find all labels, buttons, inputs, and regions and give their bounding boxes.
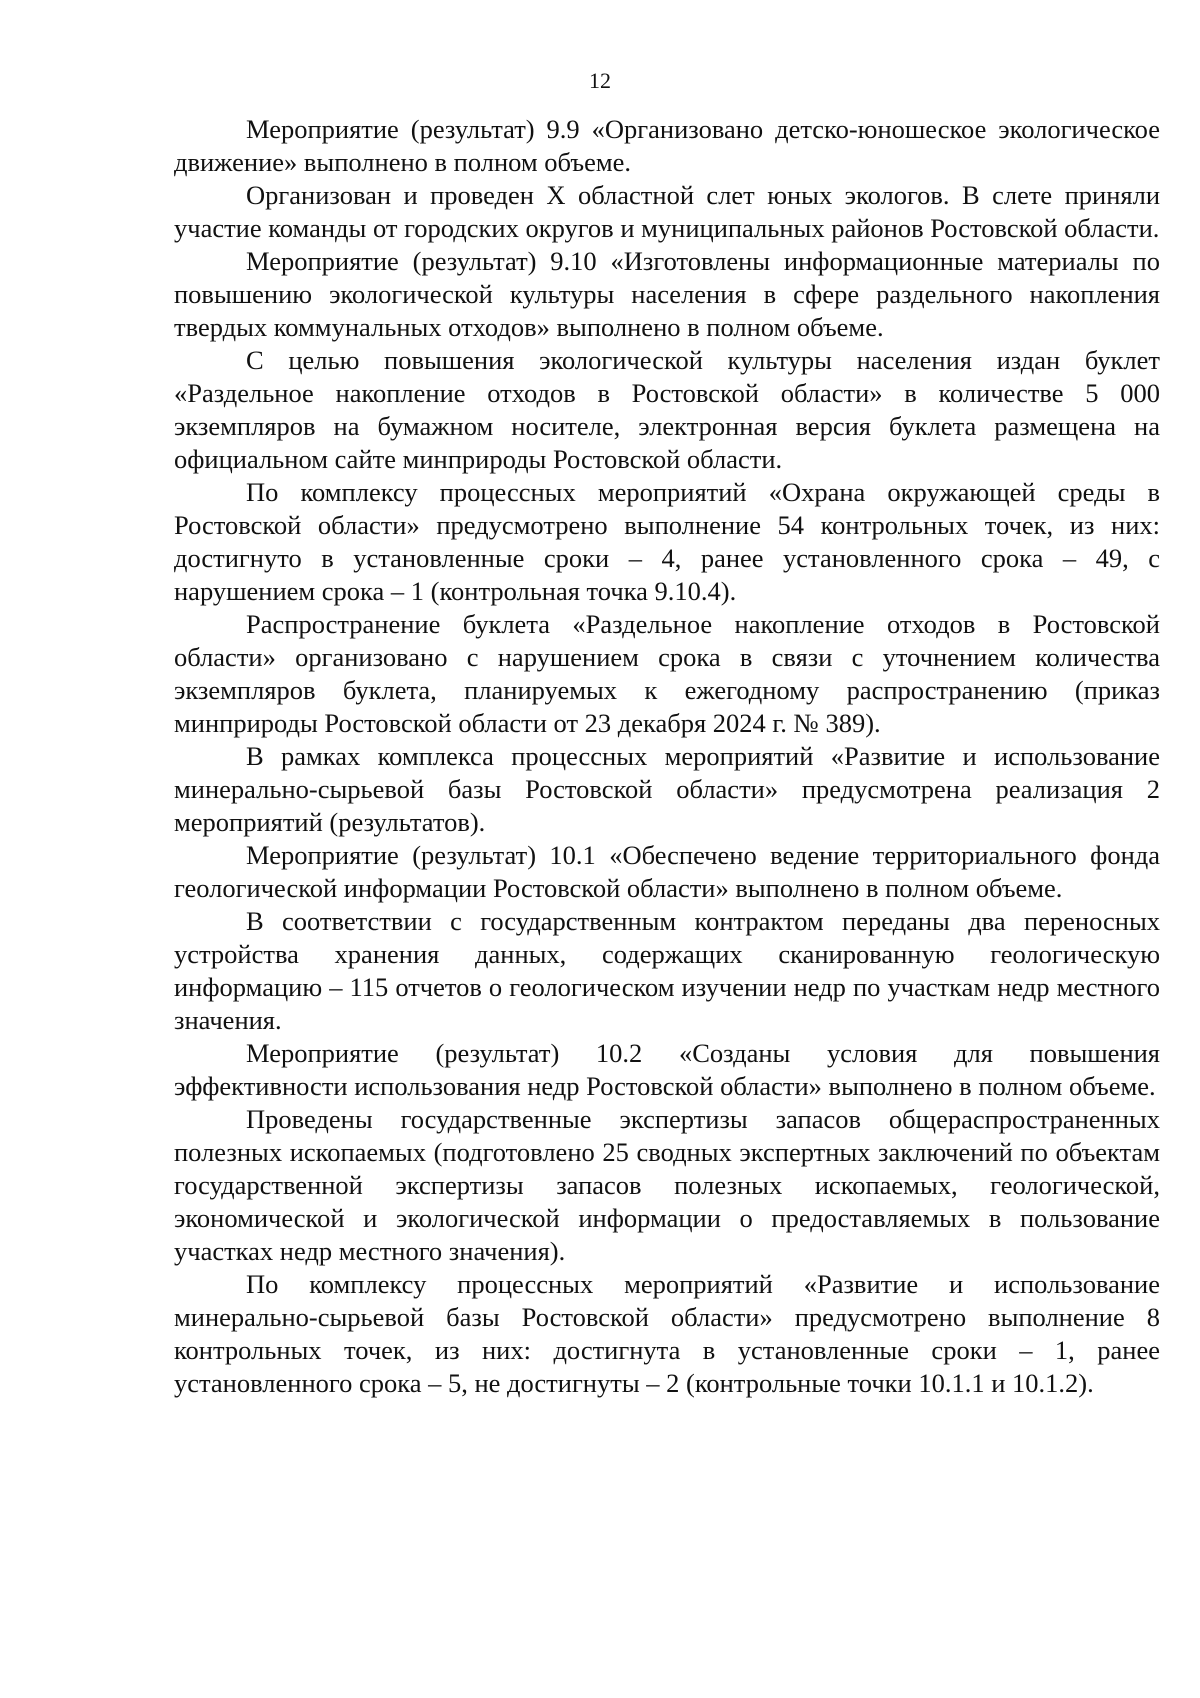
page-number: 12: [589, 68, 611, 93]
document-body: [174, 113, 1160, 1400]
paragraph: Организован и проведен Х областной слет юных экологов. В слете приняли участие команды от городских округов и муниципальных районов Ростовской области.: [174, 180, 1160, 243]
paragraph: С целью повышения экологической культуры населения издан буклет «Раздельное накопление отходов в Ростовской области» в количестве 5 000 экземпляров на бумажном носителе, электронная версия буклета размещена на официальном сайте минприроды Ростовской области.: [174, 345, 1160, 474]
paragraph: Проведены государственные экспертизы запасов общераспространенных полезных ископаемых (подготовлено 25 сводных экспертных заключений по объектам государственной экспертизы запасов полезных ископаемых, геологической, экономической и экологической информации о предоставляемых в пользование участках недр местного значения).: [174, 1104, 1160, 1266]
paragraph: Мероприятие (результат) 10.1 «Обеспечено ведение территориального фонда геологической информации Ростовской области» выполнено в полном объеме.: [174, 840, 1160, 903]
paragraph: По комплексу процессных мероприятий «Охрана окружающей среды в Ростовской области» предусмотрено выполнение 54 контрольных точек, из них: достигнуто в установленные сроки – 4, ранее установленного срока – 49, с нарушением срока – 1 (контрольная точка 9.10.4).: [174, 477, 1160, 606]
paragraph: В рамках комплекса процессных мероприятий «Развитие и использование минерально-сырьевой базы Ростовской области» предусмотрена реализация 2 мероприятий (результатов).: [174, 741, 1160, 837]
paragraph: Мероприятие (результат) 9.9 «Организовано детско-юношеское экологическое движение» выполнено в полном объеме.: [174, 114, 1160, 177]
paragraph: По комплексу процессных мероприятий «Развитие и использование минерально-сырьевой базы Ростовской области» предусмотрено выполнение 8 контрольных точек, из них: достигнута в установленные сроки – 1, ранее установленного срока – 5, не достигнуты – 2 (контрольные точки 10.1.1 и 10.1.2).: [174, 1269, 1160, 1398]
paragraph: Распространение буклета «Раздельное накопление отходов в Ростовской области» организовано с нарушением срока в связи с уточнением количества экземпляров буклета, планируемых к ежегодному распространению (приказ минприроды Ростовской области от 23 декабря 2024 г. № 389).: [174, 609, 1160, 738]
paragraph: Мероприятие (результат) 9.10 «Изготовлены информационные материалы по повышению экологической культуры населения в сфере раздельного накопления твердых коммунальных отходов» выполнено в полном объеме.: [174, 246, 1160, 342]
paragraph: В соответствии с государственным контрактом переданы два переносных устройства хранения данных, содержащих сканированную геологическую информацию – 115 отчетов о геологическом изучении недр по участкам недр местного значения.: [174, 906, 1160, 1035]
paragraph: Мероприятие (результат) 10.2 «Созданы условия для повышения эффективности использования недр Ростовской области» выполнено в полном объеме.: [174, 1038, 1160, 1101]
